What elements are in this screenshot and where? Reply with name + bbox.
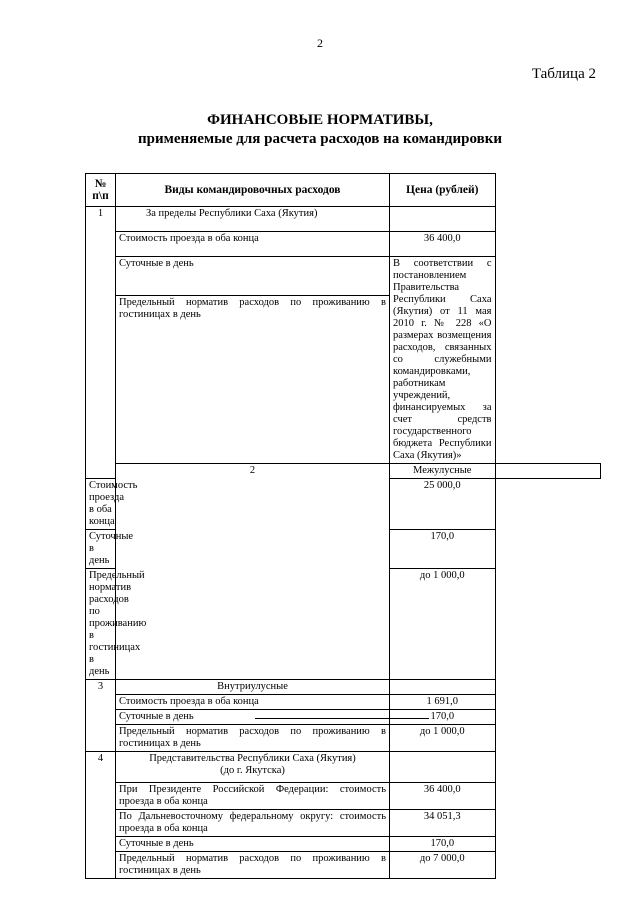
section-4-fedokrug-price: 34 051,3 bbox=[390, 810, 496, 837]
section-4-lodging-row bbox=[86, 852, 601, 879]
section-3-travel: Стоимость проезда в оба конца bbox=[116, 695, 390, 710]
section-4-title-row bbox=[86, 752, 601, 783]
section-1-lodging: Предельный норматив расходов по проживанию в гостиницах в день bbox=[116, 295, 390, 463]
section-2-daily: Суточные в день bbox=[86, 530, 116, 569]
section-4-fedokrug-row bbox=[86, 810, 601, 837]
section-3-daily-price: 170,0 bbox=[390, 710, 496, 725]
section-3-lodging-row bbox=[86, 725, 601, 752]
section-4-subtitle: (до г. Якутска) bbox=[220, 765, 285, 776]
section-2-num: 2 bbox=[116, 464, 390, 680]
section-1-daily-row bbox=[86, 257, 601, 296]
financial-norms-table bbox=[85, 173, 601, 879]
section-3-title-price bbox=[390, 680, 496, 695]
section-3-lodging-price: до 1 000,0 bbox=[390, 725, 496, 752]
section-2-travel: Стоимость проезда в оба конца bbox=[86, 479, 116, 530]
section-4-president: При Президенте Российской Федерации: стоимость проезда в оба конца bbox=[116, 783, 390, 810]
section-3-lodging: Предельный норматив расходов по проживанию в гостиницах в день bbox=[116, 725, 390, 752]
section-4-president-row bbox=[86, 783, 601, 810]
section-4-president-price: 36 400,0 bbox=[390, 783, 496, 810]
section-1-title-row bbox=[86, 207, 601, 232]
title-line-1: ФИНАНСОВЫЕ НОРМАТИВЫ, bbox=[207, 112, 433, 128]
section-3-title-row bbox=[86, 680, 601, 695]
title-line-2: применяемые для расчета расходов на командировки bbox=[138, 131, 502, 147]
section-1-lodging-row bbox=[86, 295, 601, 463]
section-1-travel: Стоимость проезда в оба конца bbox=[116, 232, 390, 257]
section-1-num: 1 bbox=[86, 207, 116, 479]
section-2-title-row bbox=[86, 464, 601, 479]
section-4-daily: Суточные в день bbox=[116, 837, 390, 852]
header-price: Цена (рублей) bbox=[390, 174, 496, 207]
section-4-title-cell bbox=[116, 752, 390, 783]
section-3-travel-row bbox=[86, 695, 601, 710]
section-1-title-price bbox=[390, 207, 496, 232]
section-1-note: В соответствии с постановлением Правительства Республики Саха (Якутия) от 11 мая 2010 г. № 228 «О размерах возмещения расходов, связанных со служебными командировками, работникам учреждений, финансируемых за счет средств государственного бюджета Республики Саха (Якутия)» bbox=[390, 257, 496, 464]
end-separator-line bbox=[255, 718, 429, 719]
section-1-travel-price: 36 400,0 bbox=[390, 232, 496, 257]
document-title bbox=[0, 111, 640, 149]
table-header-row bbox=[86, 174, 601, 207]
section-4-num: 4 bbox=[86, 752, 116, 879]
section-3-title: Внутриулусные bbox=[116, 680, 390, 695]
section-3-daily-row bbox=[86, 710, 601, 725]
section-4-title-price bbox=[390, 752, 496, 783]
section-2-travel-price: 25 000,0 bbox=[390, 479, 496, 530]
section-4-lodging-price: до 7 000,0 bbox=[390, 852, 496, 879]
section-4-daily-price: 170,0 bbox=[390, 837, 496, 852]
section-3-daily: Суточные в день bbox=[116, 710, 390, 725]
section-4-fedokrug: По Дальневосточному федеральному округу: стоимость проезда в оба конца bbox=[116, 810, 390, 837]
section-4-daily-row bbox=[86, 837, 601, 852]
header-kind: Виды командировочных расходов bbox=[116, 174, 390, 207]
section-2-lodging-price: до 1 000,0 bbox=[390, 569, 496, 680]
header-num: № п\п bbox=[86, 174, 116, 207]
section-1-daily: Суточные в день bbox=[116, 257, 390, 296]
section-1-title: За пределы Республики Саха (Якутия) bbox=[116, 207, 390, 232]
table-label: Таблица 2 bbox=[531, 66, 596, 82]
section-2-daily-price: 170,0 bbox=[390, 530, 496, 569]
page-number: 2 bbox=[317, 36, 323, 50]
section-3-num: 3 bbox=[86, 680, 116, 752]
section-3-travel-price: 1 691,0 bbox=[390, 695, 496, 710]
section-2-title-price bbox=[495, 464, 601, 479]
section-2-lodging: Предельный норматив расходов по проживанию в гостиницах в день bbox=[86, 569, 116, 680]
section-1-travel-row bbox=[86, 232, 601, 257]
section-4-lodging: Предельный норматив расходов по проживанию в гостиницах в день bbox=[116, 852, 390, 879]
section-4-title: Представительства Республики Саха (Якутия) bbox=[149, 753, 356, 764]
section-2-title: Межулусные bbox=[390, 464, 496, 479]
